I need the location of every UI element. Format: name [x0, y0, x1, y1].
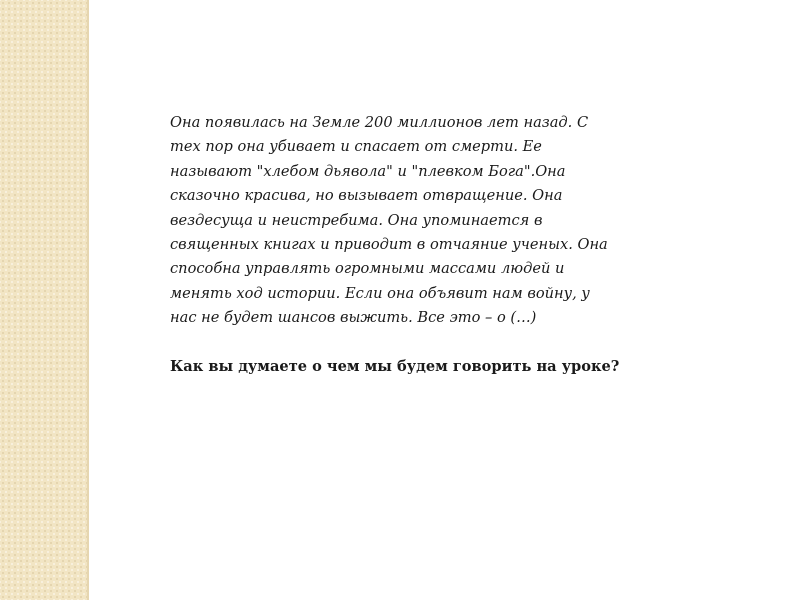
paragraph-line: менять ход истории. Если она объявит нам войну, у	[170, 284, 590, 302]
paragraph-line: вездесуща и неистребима. Она упоминается в	[170, 211, 543, 229]
paragraph-line: тех пор она убивает и спасает от смерти. Ее	[170, 138, 542, 156]
decorative-side-band	[0, 0, 87, 600]
side-band-edge	[87, 0, 89, 600]
riddle-paragraph	[170, 111, 655, 331]
paragraph-line: Она появилась на Земле 200 миллионов лет назад. С	[170, 114, 589, 131]
paragraph-line: нас не будет шансов выжить. Все это – о (…)	[170, 309, 537, 327]
paragraph-line: называют "хлебом дьявола" и "плевком Бога".Она	[170, 162, 566, 180]
lesson-question: Как вы думаете о чем мы будем говорить на уроке?	[170, 357, 620, 375]
paragraph-line: сказочно красива, но вызывает отвращение. Она	[170, 187, 563, 205]
slide-text-block	[170, 111, 655, 379]
paragraph-line: священных книгах и приводит в отчаяние ученых. Она	[170, 236, 608, 254]
paragraph-line: способна управлять огромными массами людей и	[170, 260, 565, 278]
